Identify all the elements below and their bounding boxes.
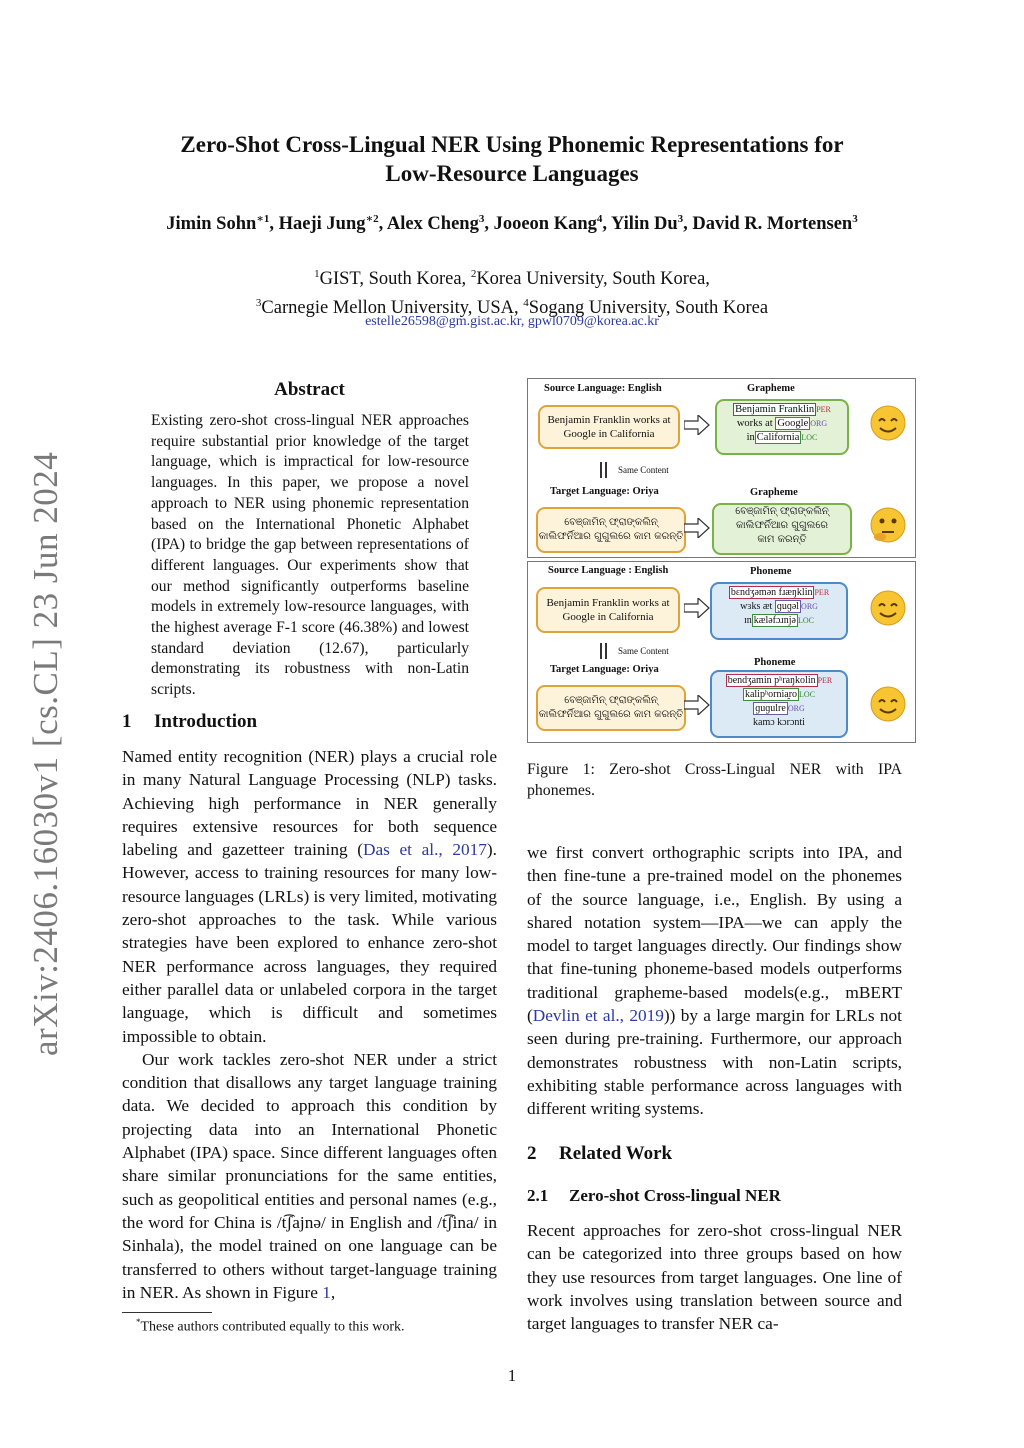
right-column-body [527,841,902,1121]
oriya-source-box: ବେଞ୍ଜାମିନ୍ ଫ୍ରାଙ୍କଲିନ୍ କାଲିଫର୍ନିଆର ଗୁଗୁଲରେ କାମ କରନ୍ତି [536,685,686,731]
title-line-1: Zero-Shot Cross-Lingual NER Using Phonemic Representations for [180,132,844,157]
entity-per: bɛndʒəmən fɹæŋklin [730,587,813,598]
same-content-icon [600,462,608,478]
figure-caption: Figure 1: Zero-shot Cross-Lingual NER with IPA phonemes. [527,761,902,799]
english-phoneme-box: bɛndʒəmən fɹæŋklin PER wɜks æt ɡuɡəl ORG ɪn kæləfɔɹnjə LOC [710,582,848,640]
figure-panel-phoneme [527,561,916,743]
phoneme-label: Phoneme [750,566,792,577]
citation-link[interactable]: Devlin et al., 2019 [532,1006,664,1026]
same-content-label: Same Content [618,465,669,475]
subsection-heading-zero-shot: 2.1 Zero-shot Cross-lingual NER [527,1186,781,1205]
source-language-label: Source Language: English [544,383,662,394]
citation-link[interactable]: Das et al., 2017 [363,840,487,860]
entity-per: Benjamin Franklin [735,404,815,415]
author-emails[interactable]: estelle26598@gm.gist.ac.kr, gpwl0709@korea.ac.kr [365,314,659,329]
entity-org: Google [777,418,809,429]
grapheme-label-2: Grapheme [750,487,798,498]
oriya-source-box: ବେଞ୍ଜାମିନ୍ ଫ୍ରାଙ୍କଲିନ୍ କାଲିଫର୍ନିଆର ଗୁଗୁଲରେ କାମ କରନ୍ତି [536,507,686,553]
footnote-rule [122,1312,212,1313]
entity-org: ɡuɡəl [776,601,800,612]
intro-paragraph-1: Named entity recognition (NER) plays a crucial role in many Natural Language Processing (NLP) tasks. Achieving high performance in NER generally requires extensive resources for both sequence labeling and gazetteer training (Das et al., 2017). However, access to training resources for many low-resource languages (LRLs) is very limited, motivating zero-shot approaches to the task. While various strategies have been explored to enhance zero-shot NER performance across languages, they required either parallel data or unlabeled corpora in the target language, which is difficult and sometimes impossible to obtain. [122,747,497,1046]
figure-1 [527,378,916,743]
english-grapheme-box: Benjamin Franklin PER works at Google ORG in California LOC [715,399,849,455]
arrow-icon [684,518,710,538]
entity-org: ɡuɡulre [755,703,786,714]
smile-face-icon [870,405,906,441]
title-line-2: Low-Resource Languages [385,161,639,186]
author-list: Jimin Sohn$^{∗1}$, Haeji Jung$^{∗2}$, Alex Cheng$^3$, Jooeon Kang$^4$, Yilin Du$^3$, David R. Mortensen$^3$ [166,213,858,235]
phoneme-label-2: Phoneme [754,657,796,668]
arxiv-stamp: arXiv:2406.16030v1 [cs.CL] 23 Jun 2024 [26,451,65,1056]
abstract-body: Existing zero-shot cross-lingual NER approaches require substantial prior knowledge of the target language, which is impractical for low-resource languages. In this paper, we propose a novel approach to NER using phonemic representation based on the International Phonetic Alphabet (IPA) to bridge the gap between representations of different languages. Our experiments show that our method significantly outperforms baseline models in extremely low-resource languages, with the highest average F-1 score (46.38%) and lowest standard deviation (12.67), particularly demonstrating its robustness with non-Latin scripts. [151,412,469,699]
smile-face-icon [870,686,906,722]
entity-loc: kalipʰornia̯ro [744,689,798,700]
grapheme-label: Grapheme [747,383,795,394]
oriya-phoneme-box: bendʒamin pʰraŋkolin PER kalipʰornia̯ro LOC ɡuɡulre ORG kamɔ kɔrɔnti [710,670,848,738]
figure-panel-grapheme [527,378,916,558]
intro-paragraph-2: Our work tackles zero-shot NER under a strict condition that disallows any target language training data. We decided to approach this condition by projecting data into an International Phonetic Alphabet (IPA) space. Since different languages often share similar pronunciations for the same entities, such as geopolitical entities and personal names (e.g., the word for China is /t͡ʃajnə/ in English and /t͡ʃina/ in Sinhala), the model trained on one language can be transferred to others without target-language training in NER. As shown in Figure 1, [122,1049,497,1302]
entity-loc: kæləfɔɹnjə [753,615,796,626]
target-language-label: Target Language: Oriya [550,664,659,675]
author: Alex Cheng$^3$ [386,213,485,235]
entity-per: bendʒamin pʰraŋkolin [727,675,816,686]
section-heading-introduction: 1 Introduction [122,711,258,732]
author: Yilin Du$^3$ [610,213,684,235]
figure-ref-link[interactable]: 1 [322,1282,331,1302]
arrow-icon [684,695,710,715]
author: Haeji Jung$^{∗2}$ [278,213,379,235]
same-content-icon [600,643,608,659]
page-number: 1 [507,1366,517,1385]
paper-title [110,130,914,188]
entity-loc: California [756,432,800,443]
arrow-icon [684,415,710,435]
author: Jooeon Kang$^4$ [493,213,603,235]
author: Jimin Sohn$^{∗1}$ [166,213,270,235]
related-work-body: Recent approaches for zero-shot cross-lingual NER can be categorized into three groups based on how they use resources from target languages. One line of work involves using translation between source and target languages to transfer NER ca- [527,1221,902,1334]
smile-face-icon [870,590,906,626]
affiliations: $^1$GIST, South Korea, $^2$Korea University, South Korea, $^3$Carnegie Mellon University, USA, $^4$Sogang University, South Korea [255,268,769,319]
section-heading-related-work: 2 Related Work [527,1143,673,1164]
author: David R. Mortensen$^3$ [692,213,858,235]
english-source-box: Benjamin Franklin works at Google in California [536,587,680,633]
target-language-label: Target Language: Oriya [550,486,659,497]
abstract-heading: Abstract [274,379,345,400]
footnote: *These authors contributed equally to this work. [136,1317,405,1335]
oriya-grapheme-box: ବେଞ୍ଜାମିନ୍ ଫ୍ରାଙ୍କଲିନ୍ କାଲିଫର୍ନିଆର ଗୁଗୁଲରେ କାମ କରନ୍ତି [712,503,852,555]
english-source-box: Benjamin Franklin works at Google in California [538,405,680,449]
source-language-label: Source Language : English [548,565,669,576]
introduction-body [122,745,497,1304]
thinking-face-icon [870,507,906,543]
arrow-icon [684,598,710,618]
right-paragraph-1: we first convert orthographic scripts into IPA, and then fine-tune a pre-trained model on the phonemes of the source language, i.e., English. By using a shared notation system—IPA—we can apply the model to target languages directly. Our findings show that fine-tuning phoneme-based models outperforms traditional grapheme-based models(e.g., mBERT (Devlin et al., 2019)) by a large margin for LRLs not seen during pre-training. Furthermore, our approach demonstrates robustness with non-Latin scripts, exhibiting stable performance across languages with different writing systems. [527,843,902,1119]
same-content-label: Same Content [618,646,669,656]
